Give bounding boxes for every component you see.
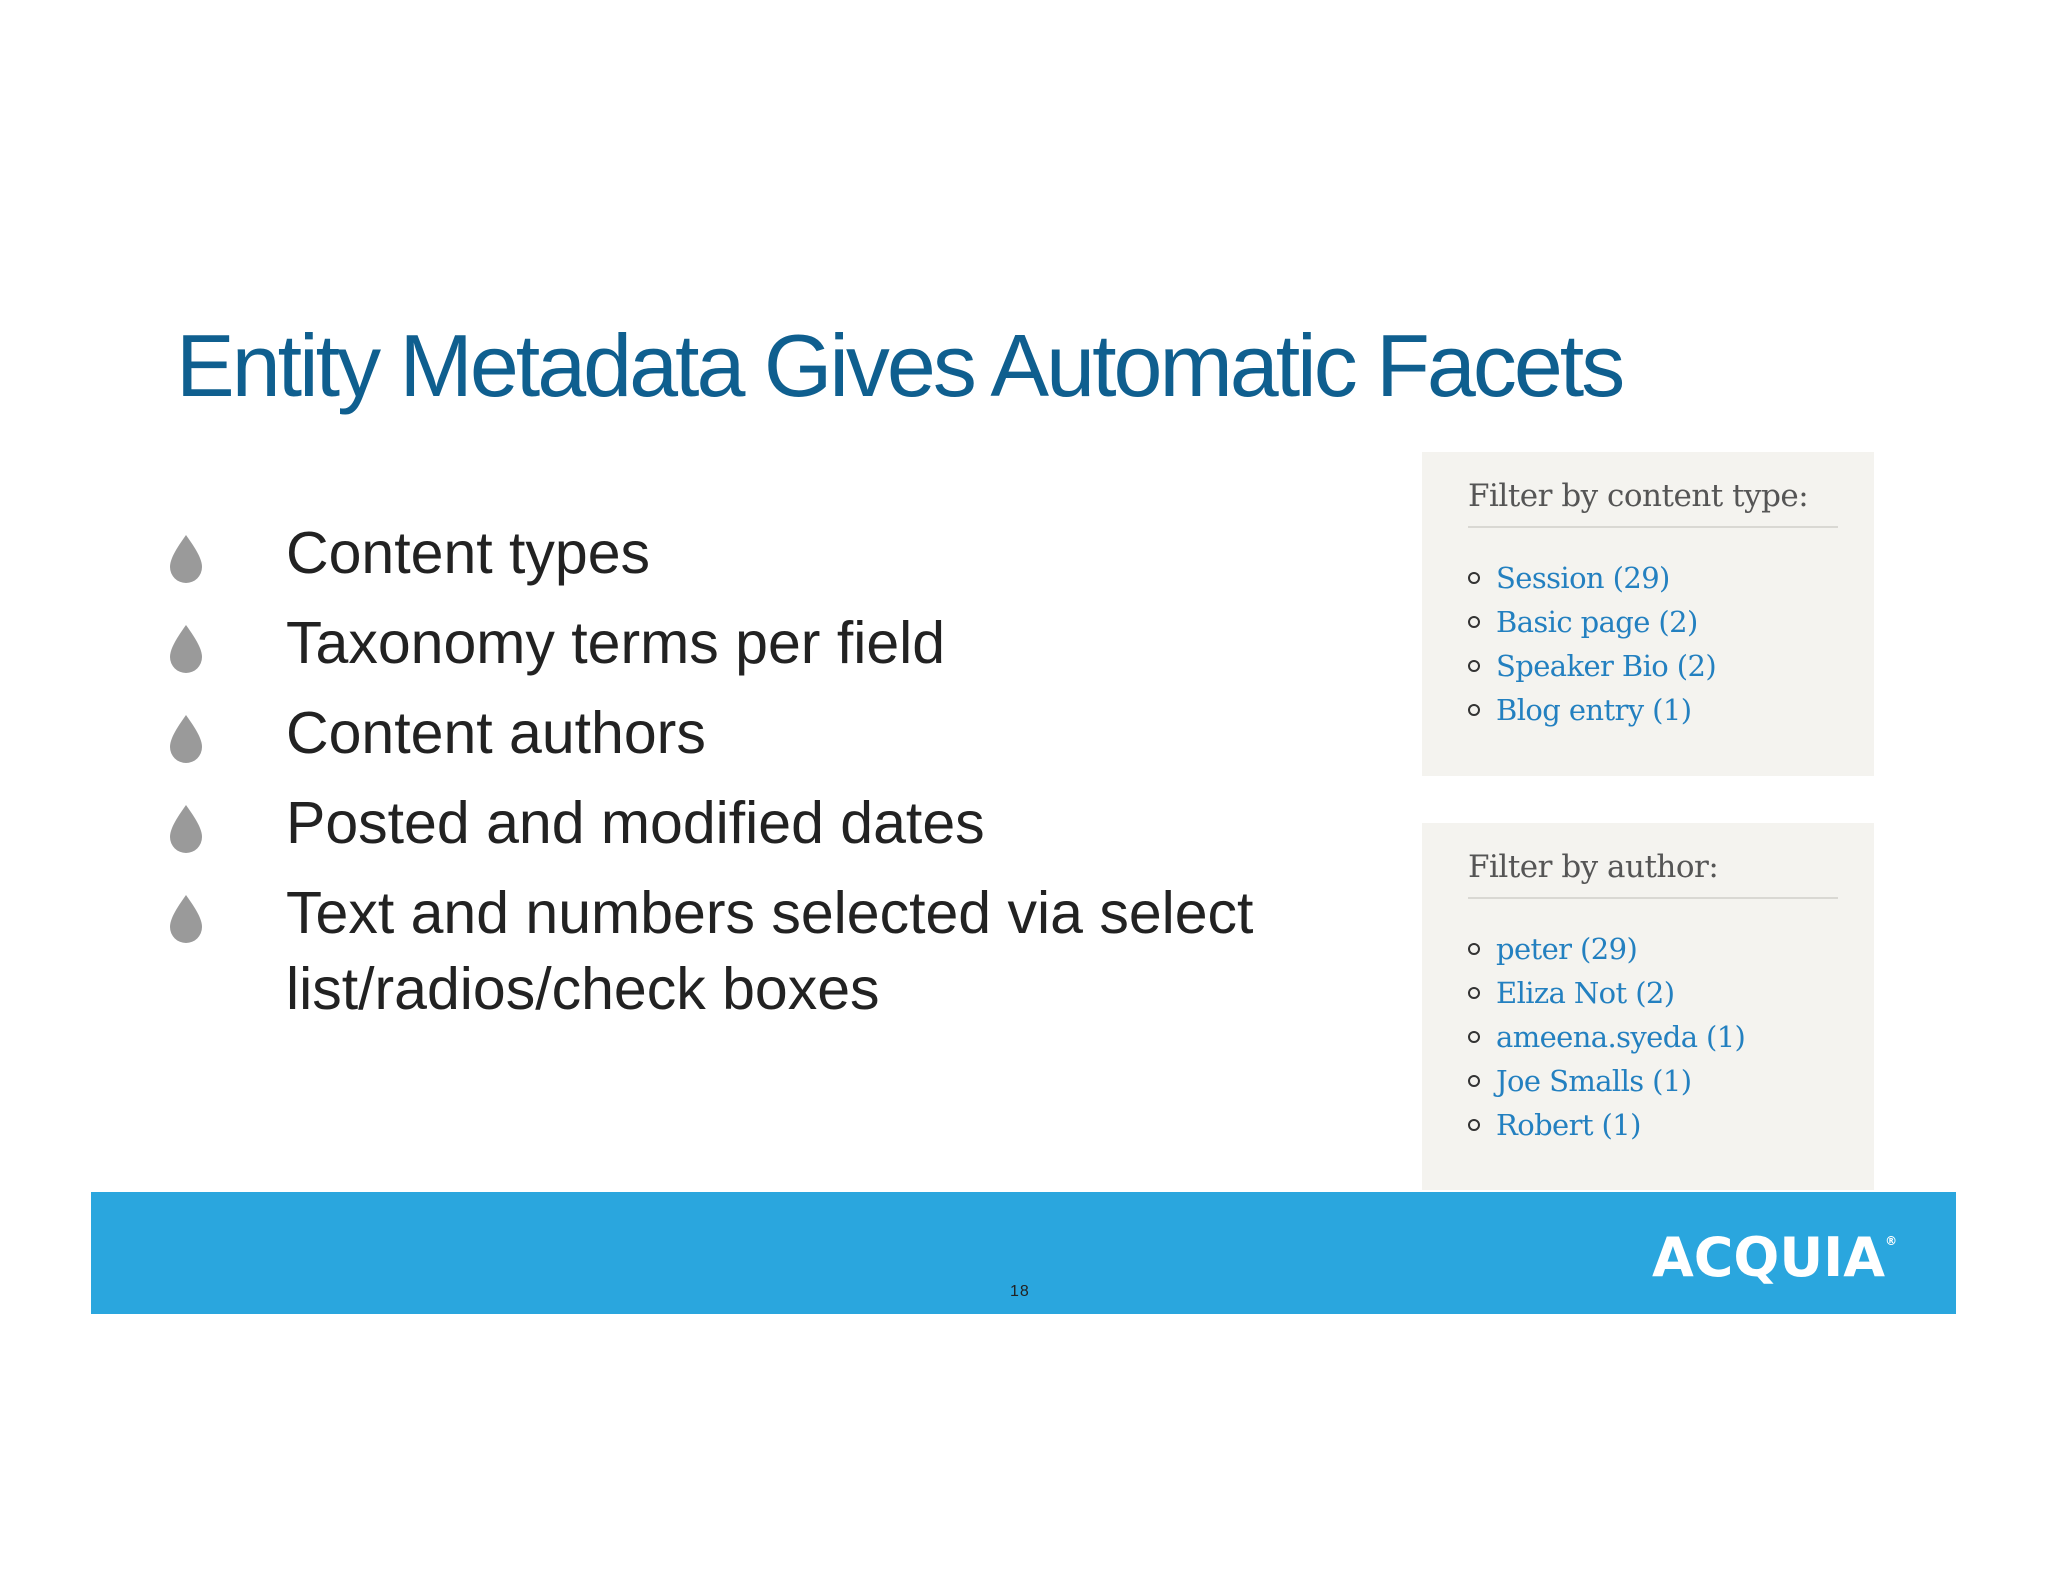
bullet-item bbox=[166, 695, 1253, 771]
facet-link-label: peter (29) bbox=[1496, 932, 1638, 966]
drop-icon bbox=[166, 893, 206, 945]
bullet-item bbox=[166, 515, 1253, 591]
facet-link[interactable] bbox=[1468, 556, 1838, 600]
circle-bullet-icon bbox=[1468, 1075, 1480, 1087]
facet-link[interactable] bbox=[1468, 1103, 1838, 1147]
logo-text: ACQUIA bbox=[1652, 1226, 1886, 1289]
drop-icon bbox=[166, 533, 206, 585]
slide-title: Entity Metadata Gives Automatic Facets bbox=[176, 316, 1623, 415]
circle-bullet-icon bbox=[1468, 1119, 1480, 1131]
acquia-logo bbox=[1652, 1226, 1897, 1289]
facet-link-label: Joe Smalls (1) bbox=[1496, 1064, 1692, 1098]
facet-link-label: ameena.syeda (1) bbox=[1496, 1020, 1746, 1054]
facet-link-label: Basic page (2) bbox=[1496, 605, 1698, 639]
circle-bullet-icon bbox=[1468, 987, 1480, 999]
facet-link[interactable] bbox=[1468, 971, 1838, 1015]
facet-list bbox=[1468, 927, 1838, 1147]
bullet-text: Content types bbox=[286, 520, 651, 586]
bullet-text: Content authors bbox=[286, 700, 706, 766]
content-type-facet-panel bbox=[1422, 452, 1874, 776]
facet-link-label: Blog entry (1) bbox=[1496, 693, 1692, 727]
circle-bullet-icon bbox=[1468, 704, 1480, 716]
bullet-text: Taxonomy terms per field bbox=[286, 610, 946, 676]
facet-link[interactable] bbox=[1468, 927, 1838, 971]
facet-link-label: Speaker Bio (2) bbox=[1496, 649, 1717, 683]
drop-icon bbox=[166, 803, 206, 855]
drop-icon bbox=[166, 713, 206, 765]
page-number: 18 bbox=[1010, 1283, 1030, 1300]
circle-bullet-icon bbox=[1468, 660, 1480, 672]
author-facet-panel bbox=[1422, 823, 1874, 1190]
facet-link[interactable] bbox=[1468, 1059, 1838, 1103]
circle-bullet-icon bbox=[1468, 616, 1480, 628]
circle-bullet-icon bbox=[1468, 572, 1480, 584]
facet-heading: Filter by author: bbox=[1468, 849, 1838, 899]
facet-link-label: Robert (1) bbox=[1496, 1108, 1641, 1142]
circle-bullet-icon bbox=[1468, 1031, 1480, 1043]
circle-bullet-icon bbox=[1468, 943, 1480, 955]
bullet-item bbox=[166, 605, 1253, 681]
facet-link[interactable] bbox=[1468, 644, 1838, 688]
bullet-text: Text and numbers selected via select bbox=[286, 880, 1254, 946]
facet-link[interactable] bbox=[1468, 688, 1838, 732]
facet-link[interactable] bbox=[1468, 1015, 1838, 1059]
bullet-list bbox=[166, 515, 1253, 1041]
facet-link-label: Eliza Not (2) bbox=[1496, 976, 1675, 1010]
bullet-item bbox=[166, 785, 1253, 861]
bullet-text-line2: list/radios/check boxes bbox=[286, 956, 880, 1022]
drop-icon bbox=[166, 623, 206, 675]
facet-heading: Filter by content type: bbox=[1468, 478, 1838, 528]
facet-link[interactable] bbox=[1468, 600, 1838, 644]
registered-mark: ® bbox=[1885, 1234, 1898, 1248]
bullet-item bbox=[166, 875, 1253, 1027]
facet-link-label: Session (29) bbox=[1496, 561, 1670, 595]
bullet-text: Posted and modified dates bbox=[286, 790, 985, 856]
facet-list bbox=[1468, 556, 1838, 732]
